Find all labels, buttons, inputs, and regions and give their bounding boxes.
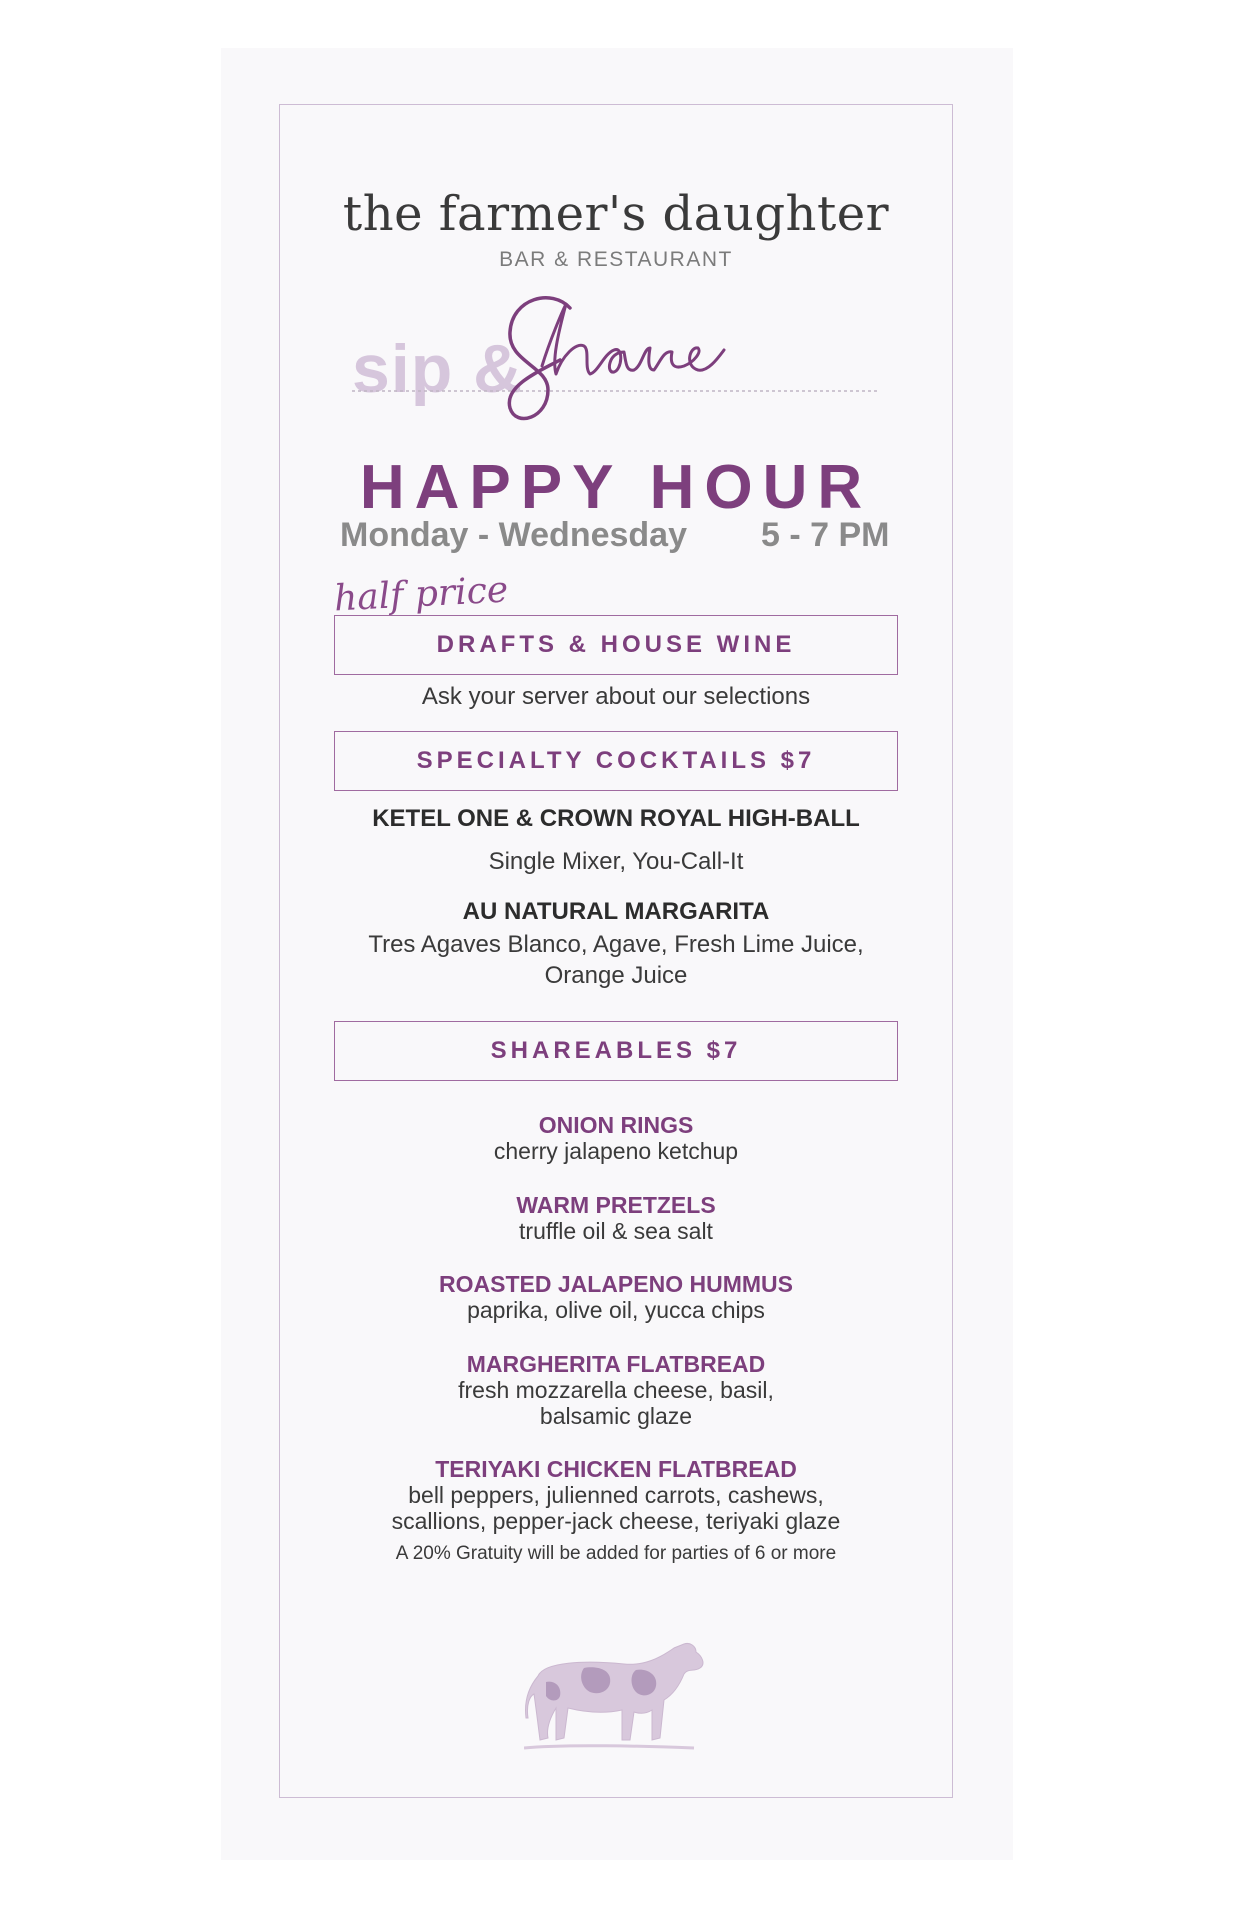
shareable-name: ROASTED JALAPENO HUMMUS [439,1271,793,1297]
shareable-name: ONION RINGS [538,1112,694,1138]
happy-hour-title: HAPPY HOUR [359,453,873,522]
cow-icon [524,1638,714,1764]
brand-name: the farmer's daughter [342,186,890,242]
happy-hour-time: 5 - 7 PM [761,516,890,554]
drafts-note: Ask your server about our selections [421,683,811,710]
shareable-desc: truffle oil & sea salt [519,1218,713,1244]
sip-text: sip & [352,331,524,407]
shareable-desc: cherry jalapeno ketchup [493,1138,739,1164]
cocktail-name: KETEL ONE & CROWN ROYAL HIGH-BALL [372,805,860,832]
cocktail-desc: Single Mixer, You-Call-It [488,848,744,875]
shareable-desc: bell peppers, julienned carrots, cashews, [408,1482,824,1508]
gratuity-note: A 20% Gratuity will be added for parties of 6 or more [395,1543,837,1564]
cocktail-desc: Tres Agaves Blanco, Agave, Fresh Lime Juice, [368,931,864,958]
shareable-name: MARGHERITA FLATBREAD [466,1351,766,1377]
share-text [0,0,1,1]
half-price-label: half price [333,569,510,620]
shareable-desc: balsamic glaze [539,1403,693,1429]
share-script-logo [352,290,942,430]
cocktail-desc: Orange Juice [544,962,688,989]
drafts-heading: DRAFTS & HOUSE WINE [334,615,898,675]
cocktails-heading: SPECIALTY COCKTAILS $7 [334,731,898,791]
shareable-desc: paprika, olive oil, yucca chips [467,1297,765,1323]
shareables-heading: SHAREABLES $7 [334,1021,898,1081]
cocktail-name: AU NATURAL MARGARITA [462,898,770,925]
shareable-desc: fresh mozzarella cheese, basil, [458,1377,774,1403]
shareable-name: WARM PRETZELS [516,1192,716,1218]
shareable-desc: scallions, pepper-jack cheese, teriyaki glaze [391,1508,841,1534]
brand-subtitle: BAR & RESTAURANT [499,248,733,271]
shareable-name: TERIYAKI CHICKEN FLATBREAD [435,1456,797,1482]
happy-hour-days: Monday - Wednesday [340,516,687,554]
